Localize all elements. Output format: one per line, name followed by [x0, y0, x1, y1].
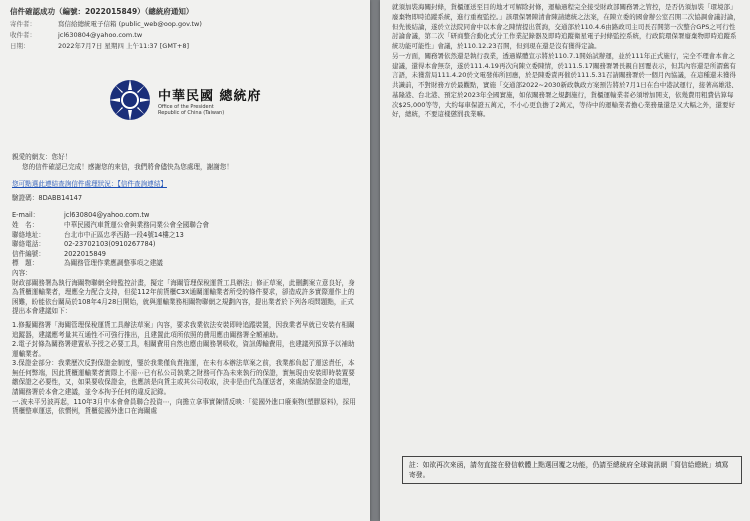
email-date-row — [10, 41, 370, 52]
sender-value: 寫信給總統電子信箱 (public_web@oop.gov.tw) — [58, 20, 202, 28]
recipient-label: 收件者： — [10, 31, 36, 39]
query-link[interactable]: 您可點選此連結查詢信件處理狀況：【信件查詢連結】 — [12, 180, 167, 189]
national-emblem-icon — [108, 78, 152, 122]
email-body-continued — [392, 3, 740, 120]
contact-name-value: 中華民國汽車貨運公會與業務同業公會全國聯合會 — [64, 220, 210, 229]
contact-phone-label: 聯絡電話： — [12, 240, 45, 249]
contact-email-value: jcl630804@yahoo.com.tw — [64, 211, 150, 220]
letter-number-value: 2022015849 — [64, 249, 106, 258]
letter-paragraph: 2.電子封條為關務署建置私予授之必要工具，相關費用自然也應由關務署吸收，資訊傳輸費用，也建議列預算予以補助運輸業者。 — [12, 340, 355, 358]
contact-email-label: E-mail： — [12, 211, 40, 220]
date-value: 2022年7月7日 星期四 上午11:37 [GMT+8] — [58, 42, 190, 50]
office-name-en-1: Office of the President — [158, 103, 214, 110]
email-sender-row — [10, 19, 370, 30]
contact-address-label: 聯絡地址： — [12, 230, 45, 239]
presidential-office-banner — [108, 76, 280, 124]
sender-label: 寄件者： — [10, 20, 36, 28]
letter-paragraph: 另一方面，關務署依然還是執行我業，透過媒體宣示將於110.7.1開始試辦運，並於111年正式施行，完全不理會本會之建議，還得本會無奈，遂於111.4.19再次向陳立委陳情，於111.5.17關務署署長親自回覆表示，但其內容還是所謂舊有言語，未獲當局111.4.20於文電發佈所回應，於是陳委責再催於111.5.31召請關務署於一個月內協議，在這種還未獲得共識前，不對財務方於最觀點，實施「交通部2022~2030新政執政方案預告將於7月1日在台中港試運行，接著高雄港、基隆港、台北港、預定於2023年全國實施，如依關務署之規劃施行，貨櫃運輸業者必須增加開支，依幾費用粗費估算每次$25,000等等，大約每車保證五萬元，不小心更負擔了2萬元，等待中的運輸業者擔心業務量還是又大幅之外，還要好好，總統，不要這樣懲罰我業嘛。 — [392, 51, 738, 119]
letter-number-row — [12, 250, 358, 260]
letter-paragraph: 1.修擬關務署「海關管理保稅運貨工具辦法草案」內容，要求我業依法安裝即時追蹤裝置，因我業者早就已安裝有相關追蹤器，建議應考量其互通性不可強行推出，且建置此項所依照的費用應由關務署全額補助。 — [12, 320, 355, 339]
contact-phone-value: 02-23702103(0910267784) — [64, 240, 156, 249]
verify-code: 驗證碼：8DABB14147 — [12, 193, 83, 202]
contact-email-row — [12, 211, 358, 221]
letter-paragraph: 就須加裝海關封條，貨櫃運送至目的地才可解除封條，運輸過程完全接受財政部關務署之管控，是否仍須加裝「環境部」廢棄物即時追蹤系統，進行重複監控。」該環保署陳清會陳請總統之法案，在陳立委的國會辦公室召開二次協調會議討論，但先後結論，遂於立法院同會中以本會之陳情提出質詢，交通部於110.4.6由路政司主司長召開第一次整合GPS之可行性討論會議，第二次「研商整合動化式分工作業記錄器及即時追蹤衛星電子封條監控系統，行政院環保署廢棄物即時追蹤系統功能可能性」會議，於110.12.23召開，但到現在還是沒有獲得定論。 — [392, 3, 740, 50]
email-body — [12, 153, 358, 417]
contact-address-value: 台北市中正區忠孝西路一段4號14樓之13 — [64, 230, 184, 239]
letter-paragraph: 一.波未平另波再起，110年3月中本會會員聯合投資⋯，向擔立拿事實陳情反映：「從國外進口廢棄物(塑膠原料)，採用貨櫃整車運送，依慣例，貨櫃從國外進口在海關處 — [12, 397, 356, 416]
contact-address-row — [12, 231, 358, 241]
contact-name-label: 姓 名： — [12, 220, 39, 229]
letter-paragraph: 財政部關務署為執行海關物聯網全時監控計畫，擬定「海關管理保稅運貨工具辦法」修正草案，此刪劃案立意良好，身為貨櫃運輸業者，理應全力配合支持，但從112年前貨櫃C3X通關運輸業者所受的條件要求，卻造成許多實際運作上的困難，盼能依台關局於108年4月28日開始，就與運輸業務相關物聯網之規劃內容，提出業者於下列各項問題點，正式提出本會建議如下： — [12, 278, 355, 316]
content-label: 內容： — [12, 268, 32, 277]
email-page-left — [0, 0, 370, 521]
acknowledgement: 您的信件確認已完成！感謝您的來信，我們將會儘快為您處理，謝謝您！ — [22, 162, 233, 171]
letter-number-label: 信件編號： — [12, 249, 45, 258]
email-page-right — [380, 0, 750, 521]
reply-notice-box: 註：如欲再次來函，請勿直接在發信軟體上點選回覆之功能，仍請至總統府全球資訊網「寫信給總統」填寫寄發。 — [402, 456, 742, 484]
contact-name-row — [12, 221, 358, 231]
greeting: 親愛的網友：您好！ — [12, 153, 72, 161]
recipient-value: jcl630804@yahoo.com.tw — [58, 31, 143, 39]
letter-title-label: 標 題： — [12, 259, 39, 268]
date-label: 日期： — [10, 42, 30, 50]
office-name-en-2: Republic of China (Taiwan) — [158, 109, 225, 116]
contact-phone-row — [12, 240, 358, 250]
email-header — [0, 0, 370, 52]
letter-paragraph: 3.保證金部分：我業歷次反對保證金制度，鑒於我業僅負責拖運，在未有本辦法草案之前，我業都負起了運送責任，本無任何弊端，因此貨櫃運輸業者實際上不需⋯已有私公司執業之財務可作為未來執行的保證，實無現由安裝即時裝置要繳保證之必要性，又，如果要收保證金，也應該是向貨主或其公司收取，決非是由代為運送者，來處納保證金的道理，請關務署於本會之建議，並令本拘予任何的違反記錄。 — [12, 359, 355, 397]
letter-title-row — [12, 259, 358, 269]
email-subject: 信件確認成功（編號：2022015849）（總統府通知） — [10, 7, 194, 16]
letter-title-value: 為關務管理作業應調整事項之建議 — [64, 259, 163, 268]
office-name-cn: 中華民國 總統府 — [158, 88, 262, 104]
email-recipient-row — [10, 30, 370, 41]
